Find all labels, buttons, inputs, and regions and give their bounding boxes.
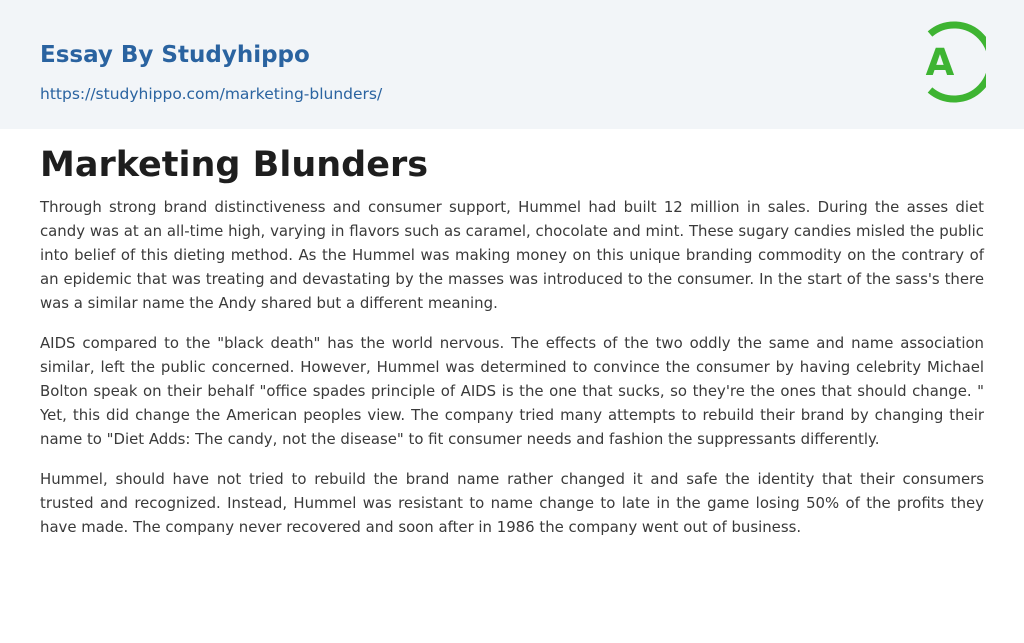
essay-paragraph: Hummel, should have not tried to rebuild the brand name rather changed it and safe the identity that their consumers trusted and recognized. Instead, Hummel was resistant to name change to late in the game losing 50% of the profits they have made. The company never recovered and soon after in 1986 the company went out of business. bbox=[40, 470, 984, 536]
logo-letter: A bbox=[925, 41, 955, 84]
site-header bbox=[0, 0, 1024, 129]
studyhippo-logo-icon[interactable] bbox=[912, 19, 986, 105]
site-title[interactable]: Essay By Studyhippo bbox=[40, 42, 310, 68]
essay-paragraph: AIDS compared to the "black death" has the world nervous. The effects of the two oddly the same and name association similar, left the public concerned. However, Hummel was determined to convince the consumer by having celebrity Michael Bolton speak on their behalf "office spades principle of AIDS is the one that sucks, so they're the ones that should change. " Yet, this did change the American peoples view. The company tried many attempts to rebuild their brand by changing their name to "Diet Adds: The candy, not the disease" to fit consumer needs and fashion the suppressants differently. bbox=[40, 334, 984, 448]
essay-paragraph: Through strong brand distinctiveness and consumer support, Hummel had built 12 million in sales. During the asses diet candy was at an all-time high, varying in flavors such as caramel, chocolate and mint. These sugary candies misled the public into belief of this dieting method. As the Hummel was making money on this unique branding commodity on the contrary of an epidemic that was treating and devastating by the masses was introduced to the consumer. In the start of the sass's there was a similar name the Andy shared but a different meaning. bbox=[40, 198, 984, 312]
essay-title: Marketing Blunders bbox=[40, 145, 429, 185]
essay-body bbox=[40, 195, 984, 555]
essay-url-link[interactable]: https://studyhippo.com/marketing-blunders/ bbox=[40, 85, 383, 103]
